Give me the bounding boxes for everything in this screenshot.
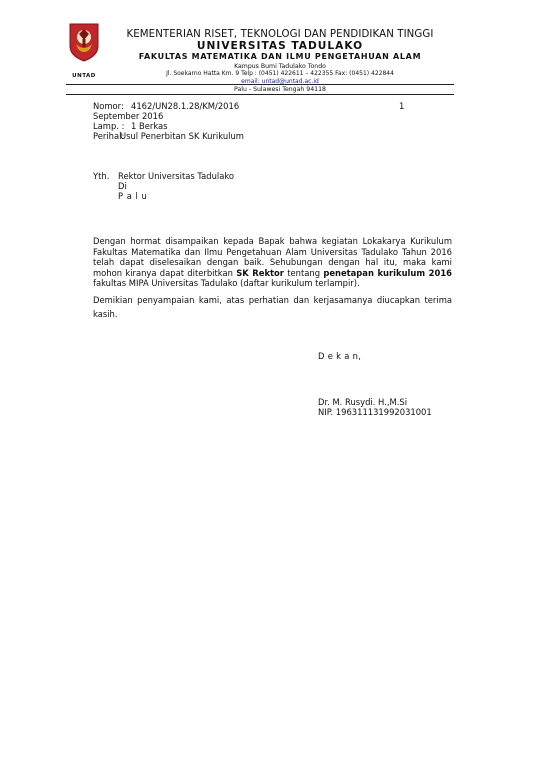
body-paragraph-2: Demikian penyampaian kami, atas perhatian dan kerjasamanya diucapkan terima kasih. (93, 295, 452, 319)
campus-name: Kampus Bumi Tadulako Tondo (234, 63, 326, 70)
logo-label: UNTAD (72, 73, 96, 79)
body-paragraph-1 (93, 236, 452, 289)
campus-address: Jl. Soekarno Hatta Km. 9 Telp : (0451) 422611 – 422355 Fax: (0451) 422844 (166, 70, 394, 77)
body-text-1a: Dengan hormat disampaikan kepada Bapak bahwa kegiatan Lokakarya Kurikulum Fakultas Matematika dan Ilmu Pengetahuan Alam Universitas Tadulako Tahun 2016 telah dapat diselesaikan dengan baik. Sehubungan dengan hal itu, maka kami mohon kiranya dapat diterbitkan (93, 236, 452, 278)
perihal-value: Usul Penerbitan SK Kurikulum (120, 131, 244, 141)
body-text-1c: fakultas MIPA Universitas Tadulako (daftar kurikulum terlampir). (93, 278, 360, 289)
recipient-place: P a l u (118, 191, 148, 201)
signature-nip: NIP. 196311131992031001 (318, 407, 432, 417)
letterhead-divider (66, 84, 454, 85)
date-month-year: September 2016 (93, 111, 164, 121)
perihal-label: Perihal: (93, 131, 125, 141)
university-logo-icon (67, 22, 101, 62)
recipient-salutation: Yth. (93, 171, 110, 181)
faculty-name: FAKULTAS MATEMATIKA DAN ILMU PENGETAHUAN ALAM (138, 52, 422, 61)
lamp-value: 1 Berkas (131, 121, 168, 131)
nomor-label: Nomor: (93, 101, 124, 111)
campus-city: Palu - Sulawesi Tengah 94118 (234, 86, 326, 93)
body-bold-sk-rektor: SK Rektor (236, 267, 284, 278)
body-text-1b: tentang (283, 267, 324, 278)
body-bold-kurikulum: penetapan kurikulum 2016 (323, 267, 452, 278)
recipient-di: Di (118, 181, 127, 191)
lamp-label: Lamp. : (93, 121, 125, 131)
letterhead-divider-bottom (66, 94, 454, 95)
university-name: UNIVERSITAS TADULAKO (196, 40, 364, 52)
signature-name: Dr. M. Rusydi. H.,M.Si (318, 397, 408, 407)
nomor-value: 4162/UN28.1.28/KM/2016 (131, 101, 240, 111)
signature-title: D e k a n, (318, 351, 362, 361)
date-day: 1 (399, 101, 405, 111)
recipient-name: Rektor Universitas Tadulako (118, 171, 235, 181)
email-link[interactable]: email: untad@untad.ac.id (241, 78, 319, 85)
ministry-name: KEMENTERIAN RISET, TEKNOLOGI DAN PENDIDIKAN TINGGI (126, 29, 434, 40)
